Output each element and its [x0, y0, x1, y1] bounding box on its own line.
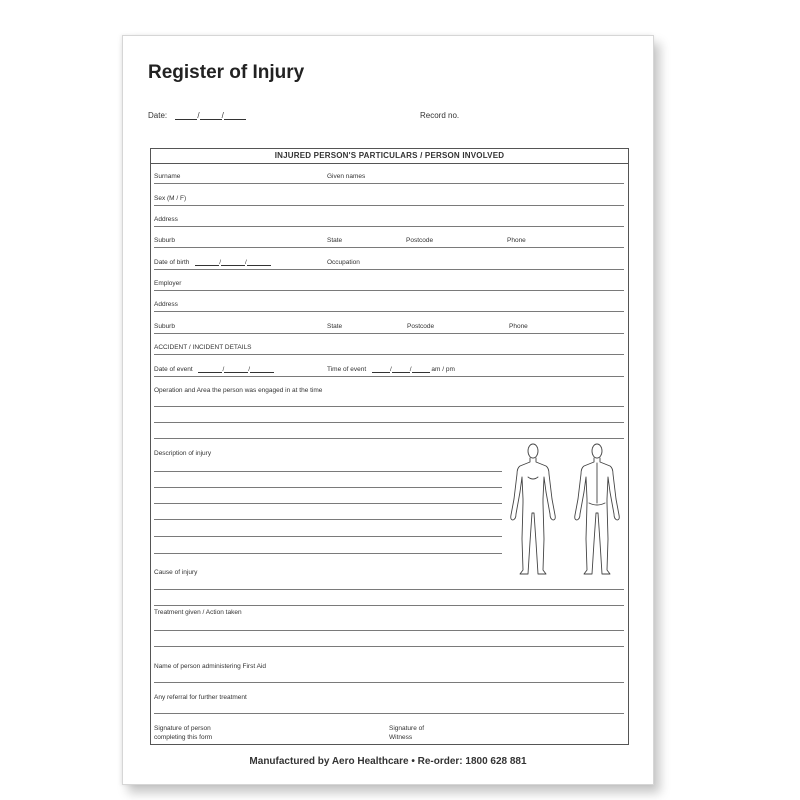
manufacturer-footer: Manufactured by Aero Healthcare • Re-order: 1800 628 881 [249, 756, 527, 767]
sex-line[interactable] [154, 205, 624, 206]
date-field[interactable]: Date: / / [148, 111, 246, 120]
description-label: Description of injury [154, 450, 212, 457]
suburb-line[interactable] [154, 247, 624, 248]
record-label: Record no. [420, 111, 460, 120]
employer-postcode-label: Postcode [407, 323, 435, 330]
treatment-line-2[interactable] [154, 646, 624, 647]
employer-address-line[interactable] [154, 311, 624, 312]
operation-line-3[interactable] [154, 438, 624, 439]
description-line-1[interactable] [154, 471, 502, 472]
treatment-label: Treatment given / Action taken [154, 609, 242, 616]
form-title: Register of Injury [148, 62, 305, 83]
employer-line[interactable] [154, 290, 624, 291]
description-line-5[interactable] [154, 536, 502, 537]
date-of-event-label: Date of event / / [154, 366, 274, 373]
cause-line-2[interactable] [154, 605, 624, 606]
description-line-6[interactable] [154, 553, 502, 554]
employer-suburb-label: Suburb [154, 323, 175, 330]
suburb-label: Suburb [154, 237, 175, 244]
referral-line[interactable] [154, 713, 624, 714]
first-aid-line[interactable] [154, 682, 624, 683]
address-label: Address [154, 216, 178, 223]
record-number-field[interactable] [420, 111, 459, 120]
state-label: State [327, 237, 343, 244]
event-line[interactable] [154, 376, 624, 377]
first-aid-label: Name of person administering First Aid [154, 663, 266, 670]
address-line[interactable] [154, 226, 624, 227]
time-of-event-label: Time of event / / am / pm [327, 366, 455, 373]
date-label: Date: [148, 111, 168, 120]
employer-suburb-line[interactable] [154, 333, 624, 334]
surname-label: Surname [154, 173, 181, 180]
referral-label: Any referral for further treatment [154, 694, 247, 701]
employer-address-label: Address [154, 301, 178, 308]
cause-line-1[interactable] [154, 589, 624, 590]
employer-label: Employer [154, 280, 182, 287]
treatment-line-1[interactable] [154, 630, 624, 631]
form-sheet [122, 35, 654, 785]
postcode-label: Postcode [406, 237, 434, 244]
employer-phone-label: Phone [509, 323, 528, 330]
operation-label: Operation and Area the person was engaged in at the time [154, 387, 323, 394]
given-names-label: Given names [327, 173, 366, 180]
employer-state-label: State [327, 323, 343, 330]
particulars-section [150, 148, 629, 745]
surname-line[interactable] [154, 183, 624, 184]
operation-line-2[interactable] [154, 422, 624, 423]
cause-label: Cause of injury [154, 569, 198, 576]
section-header: INJURED PERSON'S PARTICULARS / PERSON INVOLVED [151, 149, 628, 164]
phone-label: Phone [507, 237, 526, 244]
operation-line-1[interactable] [154, 406, 624, 407]
body-diagram-icon[interactable] [501, 441, 627, 577]
description-line-3[interactable] [154, 503, 502, 504]
sex-label: Sex (M / F) [154, 195, 187, 202]
incident-details-heading: ACCIDENT / INCIDENT DETAILS [154, 344, 252, 351]
incident-heading-line [154, 354, 624, 355]
signature-person-label[interactable]: Signature of person completing this form [154, 725, 213, 741]
signature-witness-label[interactable]: Signature of Witness [389, 725, 425, 741]
description-line-2[interactable] [154, 487, 502, 488]
description-line-4[interactable] [154, 519, 502, 520]
occupation-label: Occupation [327, 259, 360, 266]
dob-label: Date of birth / / [154, 259, 271, 266]
dob-line[interactable] [154, 269, 624, 270]
